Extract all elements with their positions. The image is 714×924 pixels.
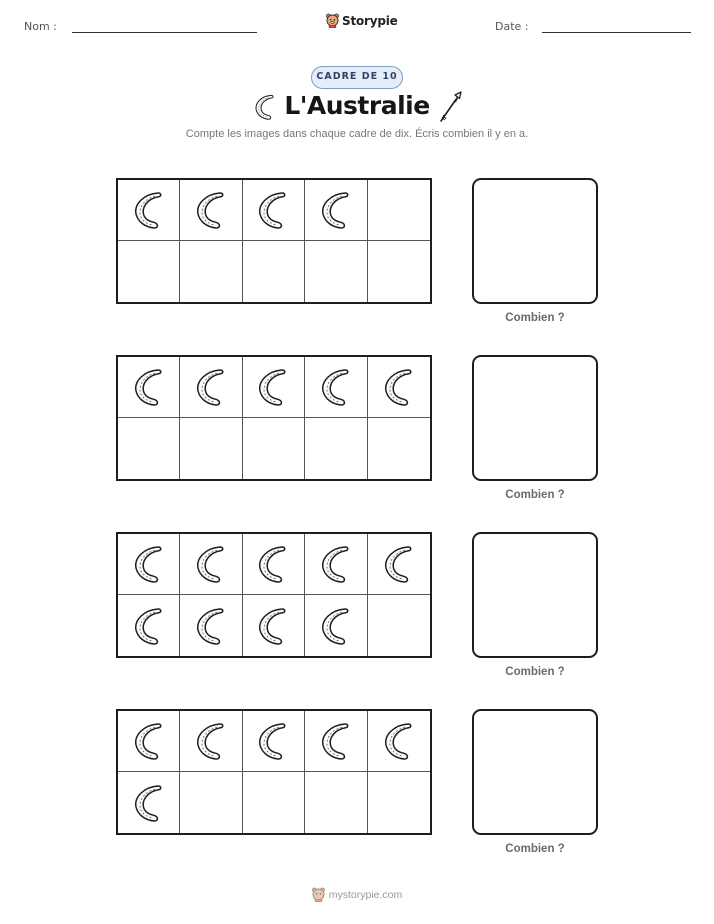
answer-prompt-4: Combien ? bbox=[505, 843, 565, 855]
frame-cell bbox=[305, 241, 367, 302]
frame-cell bbox=[305, 534, 367, 595]
frame-cell bbox=[243, 357, 305, 418]
frame-cell bbox=[368, 711, 430, 772]
frame-cell bbox=[368, 534, 430, 595]
boomerang-icon bbox=[131, 542, 167, 586]
instructions: Compte les images dans chaque cadre de dix. Écris combien il y en a. bbox=[185, 128, 529, 140]
frame-cell bbox=[118, 357, 180, 418]
frame-cell bbox=[180, 772, 242, 833]
frame-cell bbox=[118, 180, 180, 241]
boomerang-icon bbox=[193, 365, 229, 409]
boomerang-icon bbox=[131, 719, 167, 763]
frame-cell bbox=[305, 418, 367, 479]
answer-box-3[interactable] bbox=[472, 532, 598, 658]
frame-cell bbox=[305, 772, 367, 833]
frame-cell bbox=[305, 711, 367, 772]
boomerang-icon bbox=[131, 781, 167, 825]
storypie-logo bbox=[326, 13, 398, 28]
boomerang-icon bbox=[131, 604, 167, 648]
boomerang-icon bbox=[193, 719, 229, 763]
date-line[interactable] bbox=[542, 32, 691, 33]
name-label: Nom : bbox=[24, 20, 57, 33]
frame-cell bbox=[243, 534, 305, 595]
frame-cell bbox=[243, 711, 305, 772]
boomerang-icon bbox=[255, 542, 291, 586]
boomerang-icon bbox=[381, 719, 417, 763]
frame-cell bbox=[368, 595, 430, 656]
bear-logo-icon bbox=[326, 13, 339, 28]
ten-frame-4 bbox=[116, 709, 432, 835]
boomerang-icon bbox=[131, 365, 167, 409]
frame-cell bbox=[243, 180, 305, 241]
boomerang-icon bbox=[193, 604, 229, 648]
frame-cell bbox=[368, 241, 430, 302]
footer bbox=[0, 887, 714, 902]
frame-cell bbox=[243, 241, 305, 302]
spear-icon bbox=[438, 90, 464, 124]
frame-cell bbox=[180, 418, 242, 479]
frame-cell bbox=[118, 711, 180, 772]
frame-cell bbox=[180, 180, 242, 241]
frame-cell bbox=[305, 180, 367, 241]
boomerang-icon bbox=[381, 542, 417, 586]
answer-prompt-2: Combien ? bbox=[505, 489, 565, 501]
frame-cell bbox=[118, 595, 180, 656]
frame-cell bbox=[305, 595, 367, 656]
brand-name: Storypie bbox=[342, 13, 398, 28]
boomerang-icon bbox=[318, 542, 354, 586]
frame-cell bbox=[243, 595, 305, 656]
boomerang-icon bbox=[318, 719, 354, 763]
boomerang-icon bbox=[193, 188, 229, 232]
frame-cell bbox=[180, 711, 242, 772]
boomerang-icon bbox=[255, 188, 291, 232]
frame-cell bbox=[368, 357, 430, 418]
answer-box-1[interactable] bbox=[472, 178, 598, 304]
page-title: L'Australie bbox=[284, 91, 430, 120]
boomerang-icon bbox=[318, 604, 354, 648]
boomerang-icon bbox=[318, 365, 354, 409]
answer-box-4[interactable] bbox=[472, 709, 598, 835]
ten-frame-3 bbox=[116, 532, 432, 658]
frame-cell bbox=[118, 772, 180, 833]
footer-url: mystorypie.com bbox=[328, 888, 403, 901]
worksheet-type-badge: CADRE DE 10 bbox=[311, 66, 403, 89]
answer-prompt-1: Combien ? bbox=[505, 312, 565, 324]
date-label: Date : bbox=[495, 20, 529, 33]
frame-cell bbox=[180, 595, 242, 656]
bear-logo-icon bbox=[312, 887, 325, 902]
answer-prompt-3: Combien ? bbox=[505, 666, 565, 678]
boomerang-icon bbox=[255, 719, 291, 763]
frame-cell bbox=[368, 180, 430, 241]
frame-cell bbox=[118, 534, 180, 595]
ten-frame-2 bbox=[116, 355, 432, 481]
name-line[interactable] bbox=[72, 32, 257, 33]
boomerang-icon bbox=[193, 542, 229, 586]
frame-cell bbox=[180, 357, 242, 418]
frame-cell bbox=[243, 418, 305, 479]
answer-box-2[interactable] bbox=[472, 355, 598, 481]
boomerang-icon bbox=[381, 365, 417, 409]
frame-cell bbox=[180, 241, 242, 302]
frame-cell bbox=[118, 418, 180, 479]
boomerang-icon bbox=[318, 188, 354, 232]
frame-cell bbox=[118, 241, 180, 302]
boomerang-icon bbox=[255, 604, 291, 648]
frame-cell bbox=[243, 772, 305, 833]
frame-cell bbox=[368, 418, 430, 479]
frame-cell bbox=[305, 357, 367, 418]
boomerang-icon bbox=[131, 188, 167, 232]
frame-cell bbox=[368, 772, 430, 833]
boomerang-icon bbox=[255, 365, 291, 409]
ten-frame-1 bbox=[116, 178, 432, 304]
frame-cell bbox=[180, 534, 242, 595]
